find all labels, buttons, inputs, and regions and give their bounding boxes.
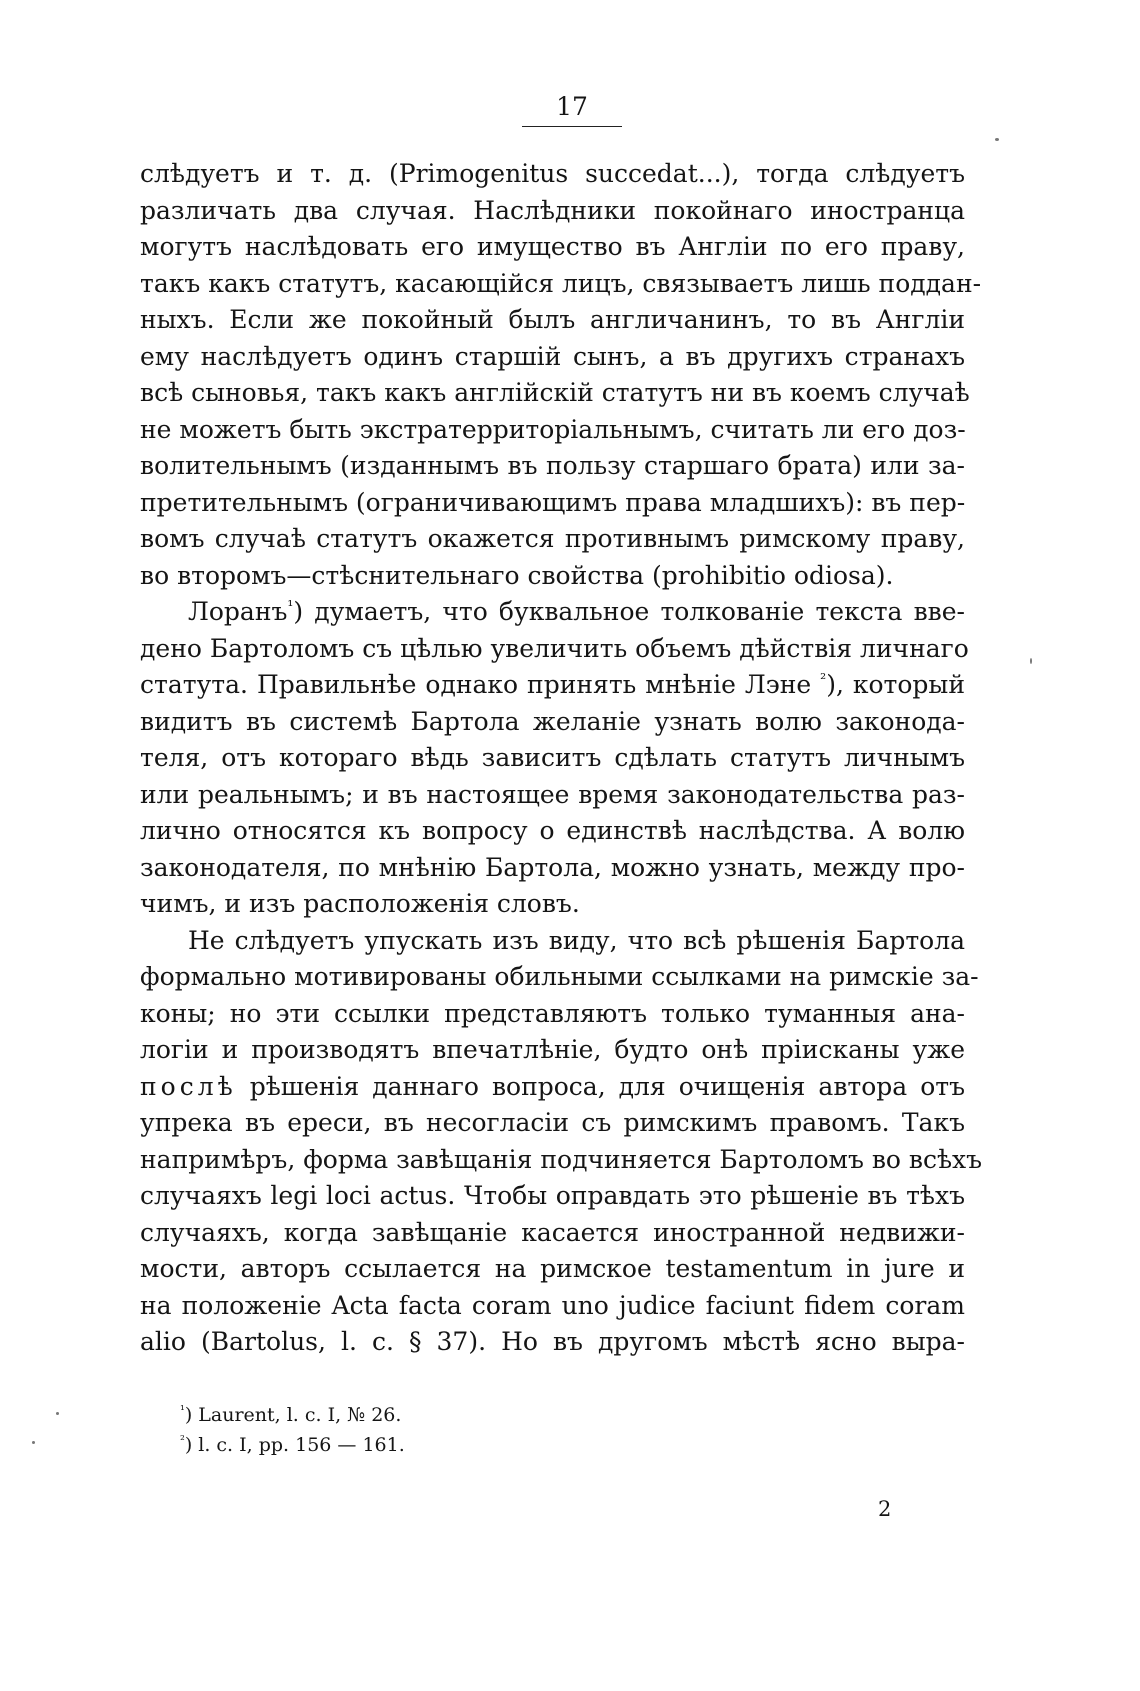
signature-mark: 2 <box>878 1497 892 1521</box>
text-line: случаяхъ, когда завѣщаніе касается иностранной недвижи- <box>140 1217 965 1247</box>
text-line: коны; но эти ссылки представляютъ только туманныя ана- <box>140 998 965 1028</box>
text-line: alio (Bartolus, l. c. § 37). Но въ другомъ мѣстѣ ясно выра- <box>140 1327 965 1356</box>
text-line <box>140 667 965 704</box>
footnote-ref: ² <box>820 670 827 688</box>
text-line: всѣ сыновья, такъ какъ англійскій статутъ ни въ коемъ случаѣ <box>140 378 970 407</box>
text-line: вомъ случаѣ статутъ окажется противнымъ римскому праву, <box>140 524 965 553</box>
text-line: случаяхъ legi loci actus. Чтобы оправдать это рѣшеніе въ тѣхъ <box>140 1181 965 1210</box>
page-number-rule <box>522 126 622 127</box>
body-text <box>140 156 983 1361</box>
text-run: рѣшенія даннаго вопроса, для очищенія автора отъ <box>236 1071 965 1101</box>
footnote <box>180 1400 880 1430</box>
scan-speck <box>56 1412 59 1415</box>
footnote-marker: ¹ <box>180 1403 185 1417</box>
text-line: ныхъ. Если же покойный былъ англичанинъ, то въ Англіи <box>140 305 965 334</box>
text-line: или реальнымъ; и въ настоящее время законодательства раз- <box>140 779 965 809</box>
page-number: 17 <box>556 92 588 121</box>
text-line: могутъ наслѣдовать его имущество въ Англіи по его праву, <box>140 232 965 261</box>
scan-speck <box>995 138 999 141</box>
text-line: не можетъ быть экстратерриторіальнымъ, считать ли его доз- <box>140 414 966 444</box>
text-line: такъ какъ статутъ, касающійся лицъ, связываетъ лишь поддан- <box>140 268 982 298</box>
text-line: мости, авторъ ссылается на римское testamentum in jure и <box>140 1254 965 1283</box>
scan-speck <box>32 1441 35 1444</box>
text-line: на положеніе Acta facta coram uno judice faciunt fidem coram <box>140 1290 965 1320</box>
footnotes <box>180 1400 880 1460</box>
text-line <box>140 1069 965 1106</box>
text-line: напримѣръ, форма завѣщанія подчиняется Бартоломъ во всѣхъ <box>140 1144 983 1174</box>
footnote <box>180 1430 880 1460</box>
text-line: Не слѣдуетъ упускать изъ виду, что всѣ рѣшенія Бартола <box>188 925 965 955</box>
footnote-ref: ¹ <box>287 597 294 615</box>
text-run: статута. Правильнѣе однако принять мнѣніе Лэне <box>140 670 821 699</box>
text-line: ему наслѣдуетъ одинъ старшій сынъ, а въ другихъ странахъ <box>140 341 965 371</box>
footnote-text: ) l. c. I, pp. 156 — 161. <box>184 1434 405 1456</box>
text-run: ) думаетъ, что буквальное толкованіе текста вве- <box>293 597 965 626</box>
text-line: формально мотивированы обильными ссылками на римскіе за- <box>140 962 979 991</box>
text-line: различать два случая. Наслѣдники покойнаго иностранца <box>140 195 965 225</box>
text-line: законодателя, по мнѣнію Бартола, можно узнать, между про- <box>140 852 965 882</box>
footnote-text: ) Laurent, l. c. I, № 26. <box>184 1404 402 1426</box>
text-line: претительнымъ (ограничивающимъ права младшихъ): въ пер- <box>140 487 966 517</box>
text-line: упрека въ ереси, въ несогласіи съ римскимъ правомъ. Такъ <box>140 1108 965 1137</box>
text-run: Лоранъ <box>188 597 288 626</box>
footnote-marker: ² <box>180 1433 185 1447</box>
text-line: лично относятся къ вопросу о единствѣ наслѣдства. А волю <box>140 816 965 845</box>
text-line: теля, отъ котораго вѣдь зависитъ сдѣлать статутъ личнымъ <box>140 743 965 772</box>
text-line: дено Бартоломъ съ цѣлью увеличить объемъ дѣйствія личнаго <box>140 633 969 663</box>
scan-speck <box>1030 658 1032 664</box>
text-line: слѣдуетъ и т. д. (Primogenitus succedat...), тогда слѣдуетъ <box>140 159 965 188</box>
text-run: ), который <box>826 670 965 699</box>
text-line: волительнымъ (изданнымъ въ пользу старшаго брата) или за- <box>140 451 965 480</box>
text-line: видитъ въ системѣ Бартола желаніе узнать волю законода- <box>140 706 965 736</box>
text-line <box>140 594 965 631</box>
text-line: логіи и производятъ впечатлѣніе, будто онѣ пріисканы уже <box>140 1035 965 1064</box>
emphasis-text: послѣ <box>140 1071 237 1101</box>
text-line: чимъ, и изъ расположенія словъ. <box>140 889 580 918</box>
text-line: во второмъ—стѣснительнаго свойства (prohibitio odiosa). <box>140 560 894 590</box>
